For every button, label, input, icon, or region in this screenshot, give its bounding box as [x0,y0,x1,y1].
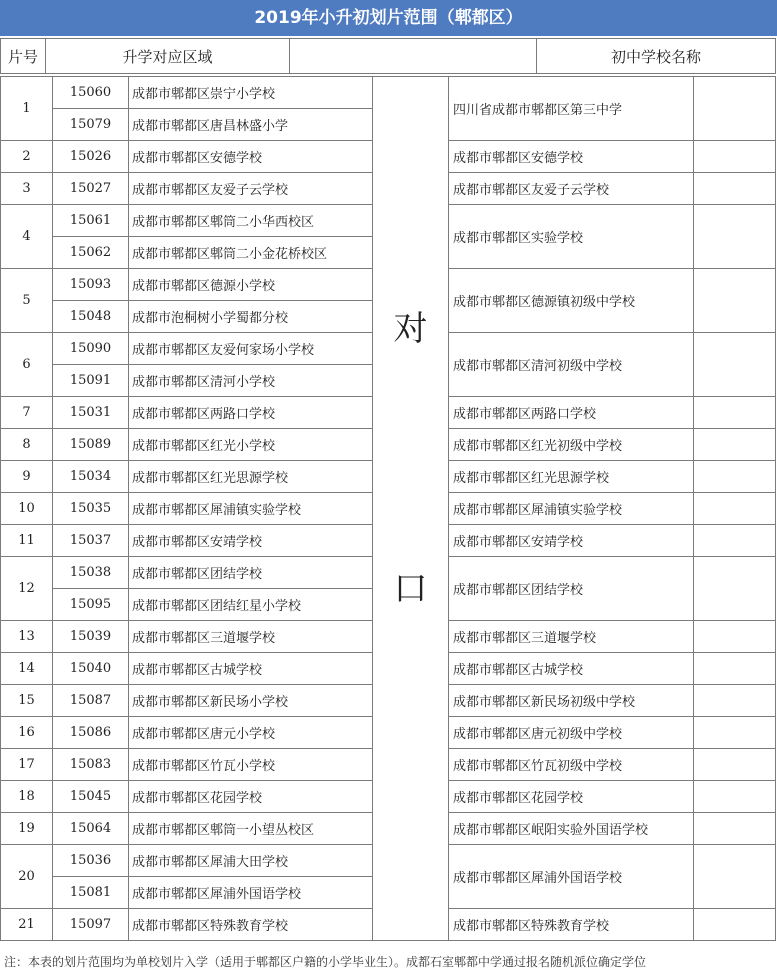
piece-number: 18 [1,781,53,813]
school-code: 15097 [53,909,129,941]
piece-number: 14 [1,653,53,685]
primary-school-name: 成都市郫都区两路口学校 [129,397,373,429]
primary-school-name: 成都市郫都区友爱子云学校 [129,173,373,205]
empty-cell [694,77,776,141]
primary-school-name: 成都市郫都区犀浦镇实验学校 [129,493,373,525]
primary-school-name: 成都市郫都区唐元小学校 [129,717,373,749]
middle-school-name: 成都市郫都区岷阳实验外国语学校 [449,813,694,845]
middle-school-name: 成都市郫都区实验学校 [449,205,694,269]
primary-school-name: 成都市郫都区新民场小学校 [129,685,373,717]
school-code: 15081 [53,877,129,909]
empty-cell [694,173,776,205]
school-code: 15089 [53,429,129,461]
piece-number: 1 [1,77,53,141]
middle-school-name: 成都市郫都区古城学校 [449,653,694,685]
middle-school-name: 成都市郫都区两路口学校 [449,397,694,429]
school-code: 15040 [53,653,129,685]
footnote: 注：本表的划片范围均为单校划片入学（适用于郫都区户籍的小学毕业生）。成都石室郫都中学通过报名随机派位确定学位 [4,955,647,969]
middle-school-name: 四川省成都市郫都区第三中学 [449,77,694,141]
middle-school-name: 成都市郫都区竹瓦初级中学校 [449,749,694,781]
empty-cell [694,461,776,493]
empty-cell [694,717,776,749]
empty-cell [694,749,776,781]
primary-school-name: 成都市郫都区三道堰学校 [129,621,373,653]
school-code: 15093 [53,269,129,301]
header-piece-number: 片号 [1,39,46,74]
duikou-char-kou: 口 [393,569,428,609]
middle-school-name: 成都市郫都区犀浦外国语学校 [449,845,694,909]
duikou-spacer [373,349,448,569]
primary-school-name: 成都市郫都区花园学校 [129,781,373,813]
empty-cell [694,429,776,461]
primary-school-name: 成都市郫都区安德学校 [129,141,373,173]
school-code: 15091 [53,365,129,397]
piece-number: 8 [1,429,53,461]
piece-number: 19 [1,813,53,845]
header-middle-school: 初中学校名称 [537,39,776,74]
primary-school-name: 成都市郫都区团结红星小学校 [129,589,373,621]
piece-number: 20 [1,845,53,909]
school-code: 15079 [53,109,129,141]
empty-cell [694,269,776,333]
school-code: 15034 [53,461,129,493]
piece-number: 7 [1,397,53,429]
middle-school-name: 成都市郫都区安靖学校 [449,525,694,557]
empty-cell [694,557,776,621]
primary-school-name: 成都市郫都区清河小学校 [129,365,373,397]
primary-school-name: 成都市郫都区犀浦外国语学校 [129,877,373,909]
piece-number: 10 [1,493,53,525]
duikou-char-dui: 对 [393,309,428,349]
empty-cell [694,685,776,717]
piece-number: 2 [1,141,53,173]
middle-school-name: 成都市郫都区清河初级中学校 [449,333,694,397]
piece-number: 16 [1,717,53,749]
empty-cell [694,525,776,557]
empty-cell [694,141,776,173]
primary-school-name: 成都市郫都区郫筒二小金花桥校区 [129,237,373,269]
primary-school-name: 成都市郫都区团结学校 [129,557,373,589]
primary-school-name: 成都市郫都区唐昌林盛小学 [129,109,373,141]
school-code: 15045 [53,781,129,813]
piece-number: 9 [1,461,53,493]
middle-school-name: 成都市郫都区花园学校 [449,781,694,813]
school-code: 15083 [53,749,129,781]
school-code: 15031 [53,397,129,429]
piece-number: 11 [1,525,53,557]
header-blank [290,39,537,74]
middle-school-name: 成都市郫都区安德学校 [449,141,694,173]
school-code: 15038 [53,557,129,589]
empty-cell [694,781,776,813]
middle-school-name: 成都市郫都区德源镇初级中学校 [449,269,694,333]
primary-school-name: 成都市郫都区郫筒二小华西校区 [129,205,373,237]
empty-cell [694,493,776,525]
piece-number: 15 [1,685,53,717]
school-code: 15090 [53,333,129,365]
middle-school-name: 成都市郫都区新民场初级中学校 [449,685,694,717]
middle-school-name: 成都市郫都区团结学校 [449,557,694,621]
empty-cell [694,333,776,397]
empty-cell [694,653,776,685]
primary-school-name: 成都市郫都区友爱何家场小学校 [129,333,373,365]
school-code: 15035 [53,493,129,525]
primary-school-name: 成都市郫都区红光小学校 [129,429,373,461]
empty-cell [694,909,776,941]
middle-school-name: 成都市郫都区红光初级中学校 [449,429,694,461]
primary-school-name: 成都市泡桐树小学蜀都分校 [129,301,373,333]
piece-number: 13 [1,621,53,653]
primary-school-name: 成都市郫都区德源小学校 [129,269,373,301]
school-code: 15095 [53,589,129,621]
middle-school-name: 成都市郫都区特殊教育学校 [449,909,694,941]
piece-number: 17 [1,749,53,781]
middle-school-name: 成都市郫都区三道堰学校 [449,621,694,653]
primary-school-name: 成都市郫都区安靖学校 [129,525,373,557]
school-code: 15086 [53,717,129,749]
school-code: 15027 [53,173,129,205]
piece-number: 21 [1,909,53,941]
primary-school-name: 成都市郫都区竹瓦小学校 [129,749,373,781]
school-code: 15036 [53,845,129,877]
middle-school-name: 成都市郫都区唐元初级中学校 [449,717,694,749]
duikou-column [373,77,449,941]
school-code: 15048 [53,301,129,333]
allocation-table [0,76,776,941]
empty-cell [694,621,776,653]
school-code: 15060 [53,77,129,109]
piece-number: 4 [1,205,53,269]
table-header [0,38,776,74]
empty-cell [694,397,776,429]
primary-school-name: 成都市郫都区红光思源学校 [129,461,373,493]
empty-cell [694,845,776,909]
school-code: 15064 [53,813,129,845]
piece-number: 5 [1,269,53,333]
primary-school-name: 成都市郫都区犀浦大田学校 [129,845,373,877]
middle-school-name: 成都市郫都区友爱子云学校 [449,173,694,205]
school-code: 15037 [53,525,129,557]
piece-number: 12 [1,557,53,621]
school-code: 15062 [53,237,129,269]
empty-cell [694,205,776,269]
primary-school-name: 成都市郫都区古城学校 [129,653,373,685]
middle-school-name: 成都市郫都区红光思源学校 [449,461,694,493]
primary-school-name: 成都市郫都区郫筒一小望丛校区 [129,813,373,845]
school-code: 15026 [53,141,129,173]
empty-cell [694,813,776,845]
piece-number: 3 [1,173,53,205]
middle-school-name: 成都市郫都区犀浦镇实验学校 [449,493,694,525]
primary-school-name: 成都市郫都区崇宁小学校 [129,77,373,109]
school-code: 15061 [53,205,129,237]
page-title: 2019年小升初划片范围（郫都区） [0,0,777,36]
school-code: 15087 [53,685,129,717]
school-code: 15039 [53,621,129,653]
primary-school-name: 成都市郫都区特殊教育学校 [129,909,373,941]
header-area: 升学对应区域 [46,39,290,74]
table-row [1,77,776,109]
piece-number: 6 [1,333,53,397]
